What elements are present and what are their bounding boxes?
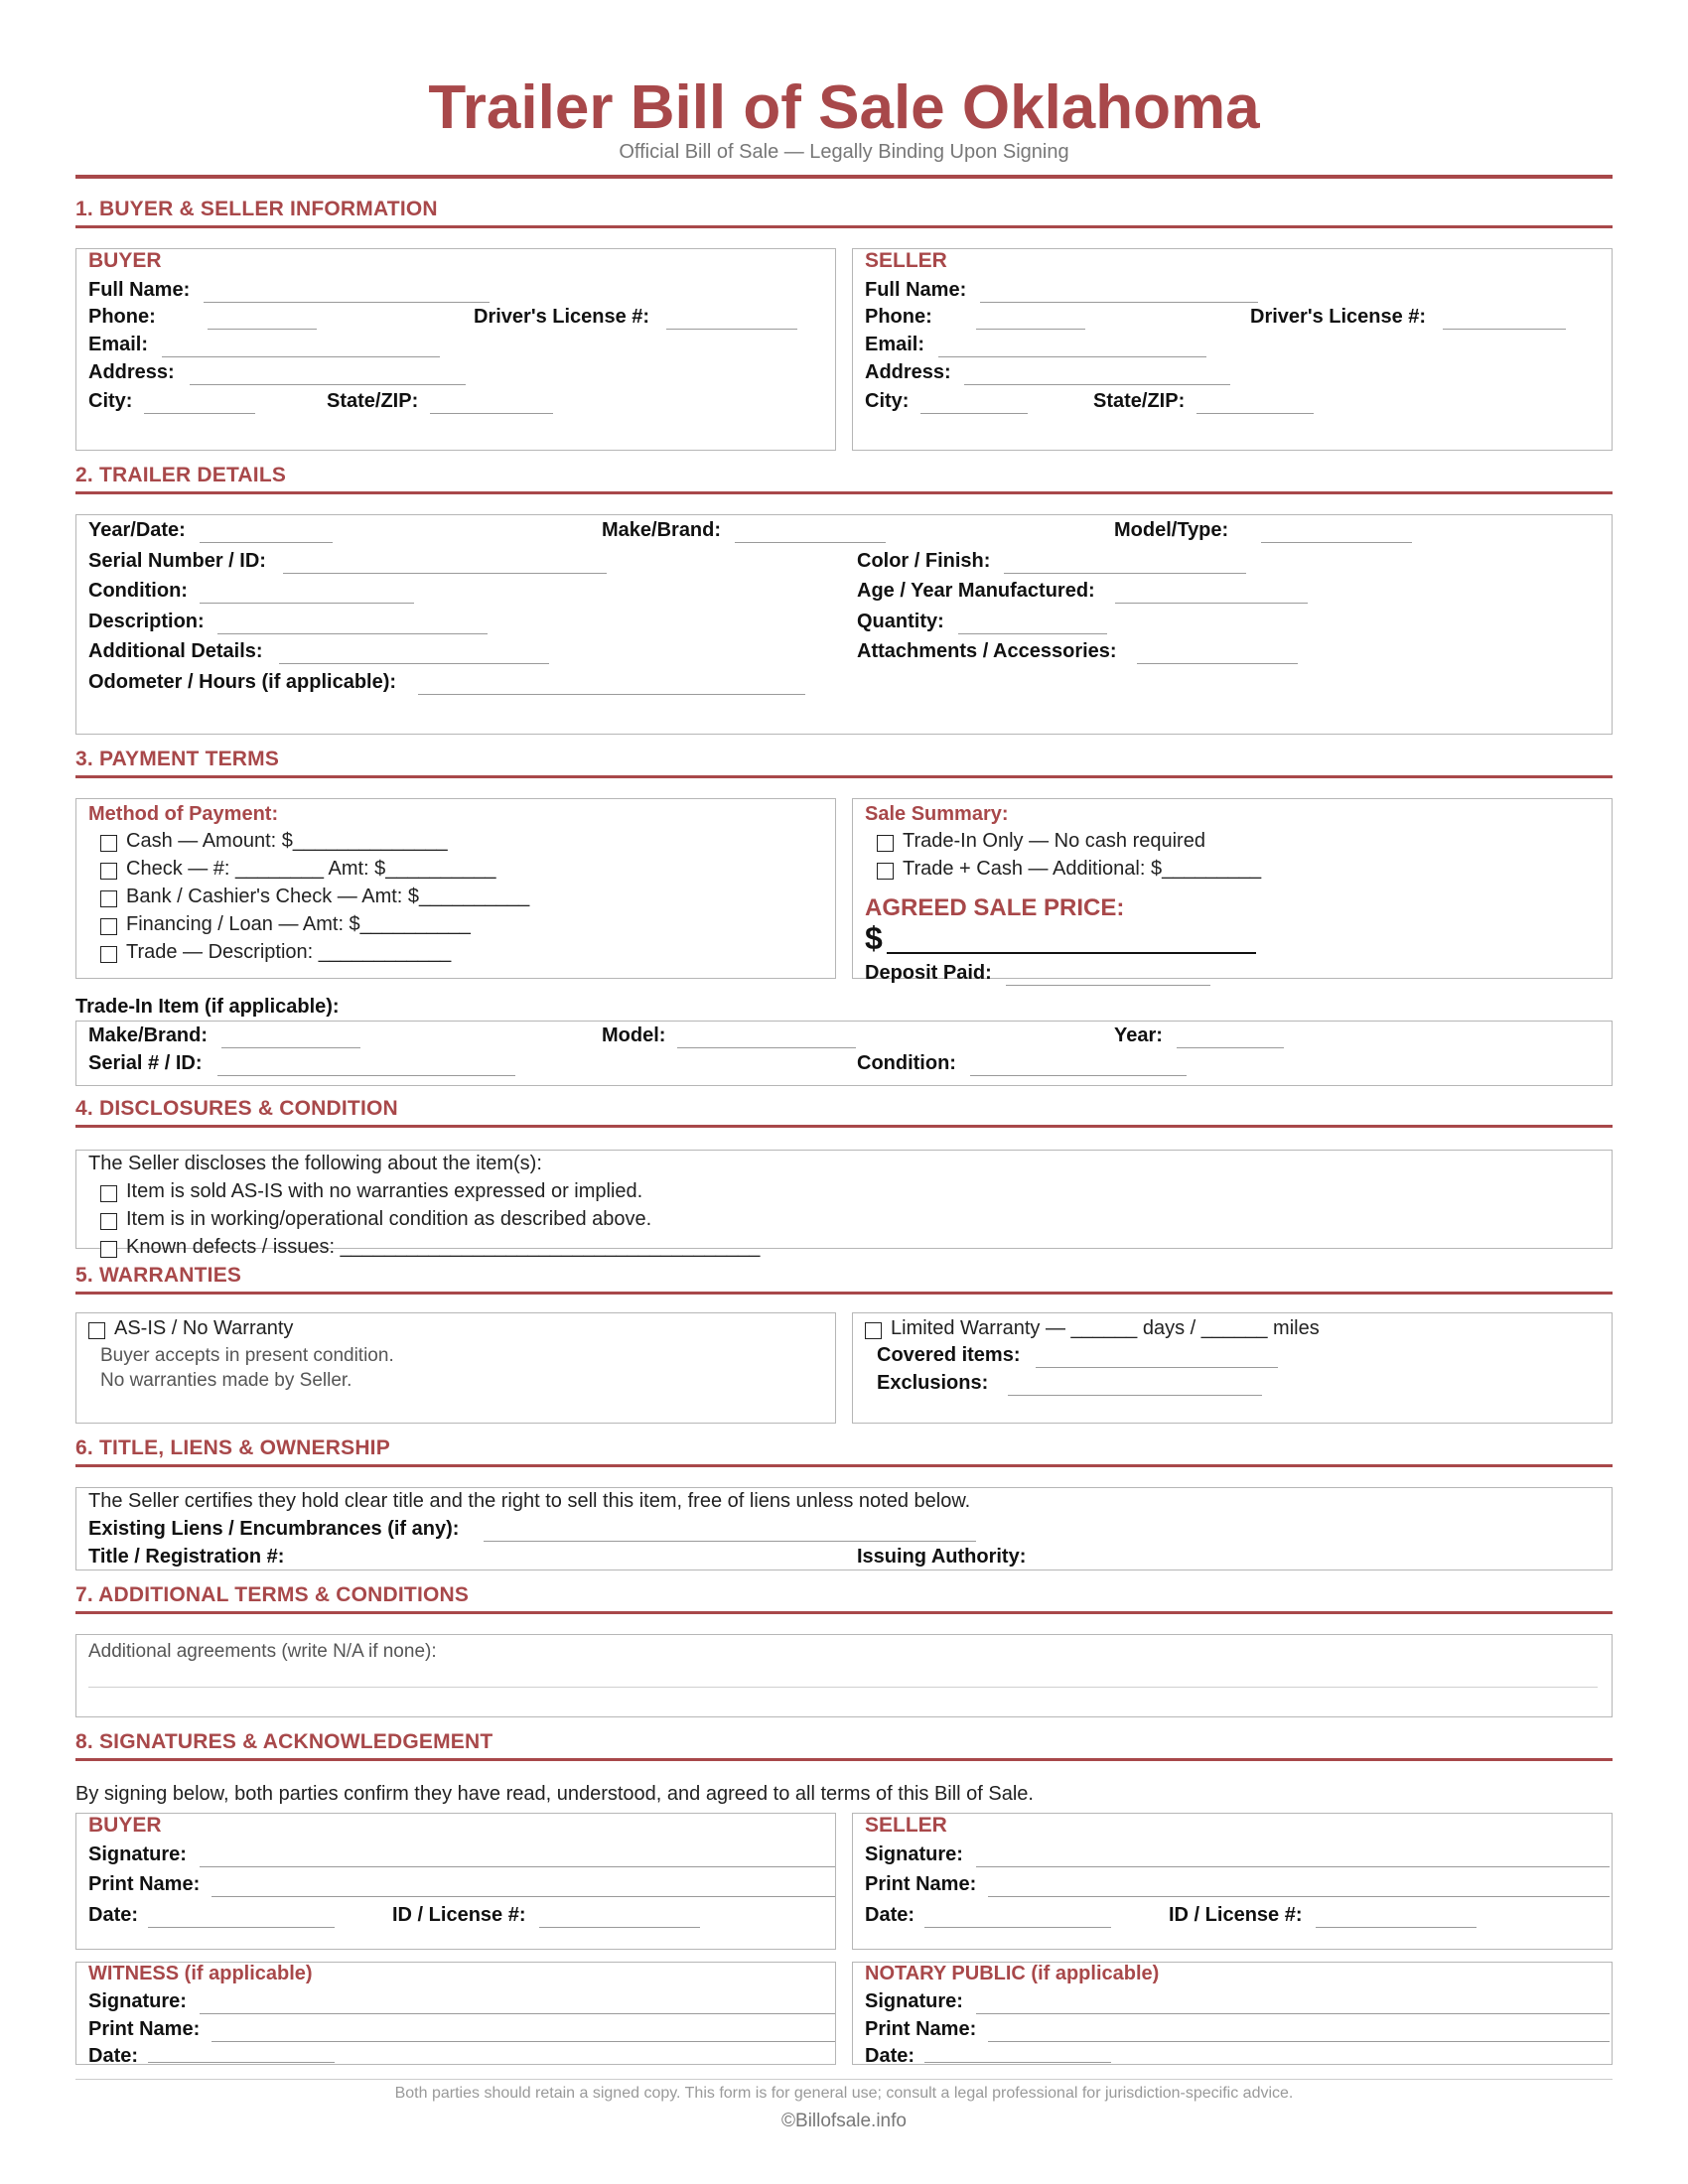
seller-id-label: ID / License #: — [1169, 1904, 1303, 1926]
bank-check-option: Bank / Cashier's Check — Amt: $__________ — [126, 886, 530, 907]
covered-items-field[interactable] — [1036, 1367, 1278, 1368]
model-field[interactable] — [1261, 542, 1412, 543]
title-liens-box — [75, 1487, 1613, 1570]
trade-in-serial-field[interactable] — [217, 1075, 515, 1076]
disclosures-intro: The Seller discloses the following about the item(s): — [88, 1153, 542, 1174]
section-heading-additional-terms: 7. ADDITIONAL TERMS & CONDITIONS — [75, 1574, 1613, 1614]
witness-date-label: Date: — [88, 2045, 139, 2067]
seller-print-name-field[interactable] — [988, 1896, 1610, 1897]
buyer-city-field[interactable] — [144, 413, 255, 414]
additional-terms-field[interactable] — [88, 1687, 1598, 1688]
buyer-title: BUYER — [88, 249, 162, 272]
dollar-sign: $ — [865, 920, 883, 956]
make-label: Make/Brand: — [602, 519, 722, 541]
notary-date-label: Date: — [865, 2045, 915, 2067]
working-condition-checkbox[interactable] — [100, 1213, 117, 1230]
seller-city-label: City: — [865, 390, 910, 412]
buyer-full-name-field[interactable] — [204, 302, 490, 303]
description-label: Description: — [88, 611, 205, 632]
trade-in-only-checkbox[interactable] — [877, 835, 894, 852]
seller-state-zip-label: State/ZIP: — [1093, 390, 1186, 412]
buyer-email-label: Email: — [88, 334, 149, 355]
as-is-warranty-option: AS-IS / No Warranty — [114, 1317, 294, 1339]
buyer-city-label: City: — [88, 390, 133, 412]
attachments-label: Attachments / Accessories: — [857, 640, 1117, 662]
as-is-disclosure-checkbox[interactable] — [100, 1185, 117, 1202]
buyer-license-label: Driver's License #: — [474, 306, 650, 328]
seller-email-field[interactable] — [938, 356, 1206, 357]
exclusions-label: Exclusions: — [877, 1372, 989, 1394]
known-defects-option: Known defects / issues: ______________________________________ — [126, 1236, 761, 1258]
trade-in-only-option: Trade-In Only — No cash required — [903, 830, 1205, 852]
header-divider — [75, 175, 1613, 179]
buyer-state-zip-field[interactable] — [430, 413, 553, 414]
section-heading-buyer-seller: 1. BUYER & SELLER INFORMATION — [75, 189, 1613, 228]
seller-signature-label: Signature: — [865, 1843, 963, 1865]
color-field[interactable] — [1004, 573, 1246, 574]
notary-print-name-label: Print Name: — [865, 2018, 977, 2040]
seller-full-name-field[interactable] — [980, 302, 1258, 303]
page-title: Trailer Bill of Sale Oklahoma — [428, 73, 1260, 142]
sale-summary-box — [852, 798, 1613, 984]
seller-print-name-label: Print Name: — [865, 1873, 977, 1895]
section-heading-disclosures: 4. DISCLOSURES & CONDITION — [75, 1088, 1613, 1128]
title-liens-intro: The Seller certifies they hold clear title and the right to sell this item, free of liens unless noted below. — [88, 1490, 971, 1512]
age-label: Age / Year Manufactured: — [857, 580, 1095, 602]
condition-field[interactable] — [200, 603, 414, 604]
odometer-field[interactable] — [418, 694, 805, 695]
seller-date-label: Date: — [865, 1904, 915, 1926]
description-field[interactable] — [217, 633, 488, 634]
signatures-intro: By signing below, both parties confirm they have read, understood, and agreed to all terms of this Bill of Sale. — [75, 1783, 1034, 1805]
trade-option: Trade — Description: ____________ — [126, 941, 452, 963]
trailer-details-box — [75, 514, 1613, 735]
agreed-sale-price-field[interactable] — [887, 952, 1256, 954]
trade-in-serial-label: Serial # / ID: — [88, 1052, 203, 1074]
footer-note: Both parties should retain a signed copy. This form is for general use; consult a legal professional for jurisdiction-specific advice. — [394, 2085, 1294, 2102]
as-is-warranty-box — [75, 1312, 836, 1424]
notary-signature-label: Signature: — [865, 1990, 963, 2012]
title-registration-label: Title / Registration #: — [88, 1546, 285, 1568]
cash-checkbox[interactable] — [100, 835, 117, 852]
payment-method-title: Method of Payment: — [88, 803, 279, 825]
check-checkbox[interactable] — [100, 863, 117, 880]
notary-title: NOTARY PUBLIC (if applicable) — [865, 1963, 1160, 1984]
bank-check-checkbox[interactable] — [100, 890, 117, 907]
model-label: Model/Type: — [1114, 519, 1229, 541]
existing-liens-field[interactable] — [484, 1541, 976, 1542]
buyer-signature-label: Signature: — [88, 1843, 187, 1865]
notary-signature-field[interactable] — [976, 2013, 1610, 2014]
cash-option: Cash — Amount: $______________ — [126, 830, 448, 852]
witness-signature-field[interactable] — [200, 2013, 835, 2014]
buyer-full-name-label: Full Name: — [88, 279, 191, 301]
buyer-print-name-label: Print Name: — [88, 1873, 201, 1895]
seller-full-name-label: Full Name: — [865, 279, 967, 301]
trade-in-make-field[interactable] — [221, 1047, 360, 1048]
disclosures-box — [75, 1150, 1613, 1258]
buyer-signature-title: BUYER — [88, 1814, 162, 1837]
seller-info-box — [852, 248, 1613, 451]
buyer-info-box — [75, 248, 836, 451]
issuing-authority-label: Issuing Authority: — [857, 1546, 1027, 1568]
as-is-warranty-checkbox[interactable] — [88, 1322, 105, 1339]
seller-address-label: Address: — [865, 361, 951, 383]
seller-phone-field[interactable] — [976, 329, 1085, 330]
section-heading-signatures: 8. SIGNATURES & ACKNOWLEDGEMENT — [75, 1721, 1613, 1761]
buyer-date-field[interactable] — [148, 1927, 335, 1928]
year-label: Year/Date: — [88, 519, 186, 541]
agreed-sale-price-label: AGREED SALE PRICE: — [865, 894, 1125, 921]
limited-warranty-box — [852, 1312, 1613, 1424]
year-field[interactable] — [200, 542, 333, 543]
existing-liens-label: Existing Liens / Encumbrances (if any): — [88, 1518, 460, 1540]
section-heading-warranties: 5. WARRANTIES — [75, 1255, 1613, 1295]
seller-city-field[interactable] — [920, 413, 1028, 414]
limited-warranty-checkbox[interactable] — [865, 1322, 882, 1339]
working-condition-option: Item is in working/operational condition as described above. — [126, 1208, 652, 1230]
buyer-print-name-field[interactable] — [211, 1896, 835, 1897]
buyer-phone-label: Phone: — [88, 306, 156, 328]
seller-email-label: Email: — [865, 334, 925, 355]
as-is-disclosure-option: Item is sold AS-IS with no warranties expressed or implied. — [126, 1180, 643, 1202]
buyer-address-label: Address: — [88, 361, 175, 383]
buyer-license-field[interactable] — [666, 329, 797, 330]
additional-details-field[interactable] — [279, 663, 549, 664]
quantity-field[interactable] — [958, 633, 1107, 634]
sale-summary-title: Sale Summary: — [865, 803, 1009, 825]
buyer-signature-field[interactable] — [200, 1866, 835, 1867]
witness-print-name-field[interactable] — [211, 2041, 835, 2042]
trade-in-condition-field[interactable] — [970, 1075, 1187, 1076]
trade-plus-cash-option: Trade + Cash — Additional: $_________ — [903, 858, 1262, 880]
covered-items-label: Covered items: — [877, 1344, 1021, 1366]
notary-signature-box — [852, 1962, 1613, 2065]
as-is-note-1: Buyer accepts in present condition. — [100, 1345, 394, 1366]
seller-address-field[interactable] — [964, 384, 1230, 385]
trade-checkbox[interactable] — [100, 946, 117, 963]
exclusions-field[interactable] — [1008, 1395, 1262, 1396]
deposit-paid-label: Deposit Paid: — [865, 962, 992, 984]
section-heading-trailer-details: 2. TRAILER DETAILS — [75, 455, 1613, 494]
section-heading-payment-terms: 3. PAYMENT TERMS — [75, 739, 1613, 778]
age-field[interactable] — [1115, 603, 1308, 604]
buyer-signature-box — [75, 1813, 836, 1950]
additional-terms-prompt: Additional agreements (write N/A if none): — [88, 1641, 437, 1662]
buyer-id-field[interactable] — [539, 1927, 700, 1928]
witness-title: WITNESS (if applicable) — [88, 1963, 313, 1984]
make-field[interactable] — [735, 542, 886, 543]
seller-license-field[interactable] — [1443, 329, 1566, 330]
buyer-date-label: Date: — [88, 1904, 139, 1926]
trade-in-make-label: Make/Brand: — [88, 1024, 209, 1046]
page-subtitle: Official Bill of Sale — Legally Binding Upon Signing — [619, 141, 1069, 163]
quantity-label: Quantity: — [857, 611, 944, 632]
attachments-field[interactable] — [1137, 663, 1298, 664]
notary-date-field[interactable] — [924, 2062, 1111, 2063]
additional-terms-box — [75, 1634, 1613, 1717]
witness-date-field[interactable] — [148, 2062, 335, 2063]
color-label: Color / Finish: — [857, 550, 991, 572]
limited-warranty-option: Limited Warranty — ______ days / ______ miles — [891, 1317, 1320, 1339]
check-option: Check — #: ________ Amt: $__________ — [126, 858, 496, 880]
section-heading-title-liens: 6. TITLE, LIENS & OWNERSHIP — [75, 1428, 1613, 1467]
seller-signature-box — [852, 1813, 1613, 1950]
trade-plus-cash-checkbox[interactable] — [877, 863, 894, 880]
trade-in-condition-label: Condition: — [857, 1052, 956, 1074]
seller-date-field[interactable] — [924, 1927, 1111, 1928]
buyer-state-zip-label: State/ZIP: — [327, 390, 419, 412]
footer-divider — [75, 2079, 1613, 2080]
trade-in-model-label: Model: — [602, 1024, 666, 1046]
condition-label: Condition: — [88, 580, 188, 602]
seller-signature-field[interactable] — [976, 1866, 1610, 1867]
buyer-id-label: ID / License #: — [392, 1904, 526, 1926]
serial-field[interactable] — [283, 573, 607, 574]
odometer-label: Odometer / Hours (if applicable): — [88, 671, 397, 693]
buyer-address-field[interactable] — [190, 384, 466, 385]
seller-state-zip-field[interactable] — [1196, 413, 1314, 414]
seller-phone-label: Phone: — [865, 306, 932, 328]
additional-details-label: Additional Details: — [88, 640, 263, 662]
witness-signature-label: Signature: — [88, 1990, 187, 2012]
payment-method-box — [75, 798, 836, 979]
deposit-paid-field[interactable] — [1006, 985, 1210, 986]
serial-label: Serial Number / ID: — [88, 550, 266, 572]
seller-license-label: Driver's License #: — [1250, 306, 1427, 328]
trade-in-item-box — [75, 1021, 1613, 1086]
trade-in-year-field[interactable] — [1177, 1047, 1284, 1048]
witness-print-name-label: Print Name: — [88, 2018, 201, 2040]
seller-signature-title: SELLER — [865, 1814, 947, 1837]
seller-title: SELLER — [865, 249, 947, 272]
trade-in-year-label: Year: — [1114, 1024, 1163, 1046]
as-is-note-2: No warranties made by Seller. — [100, 1370, 352, 1391]
footer-copyright: ©Billofsale.info — [781, 2111, 907, 2131]
buyer-email-field[interactable] — [162, 356, 440, 357]
financing-checkbox[interactable] — [100, 918, 117, 935]
trade-in-item-title: Trade-In Item (if applicable): — [75, 996, 340, 1018]
notary-print-name-field[interactable] — [988, 2041, 1610, 2042]
buyer-phone-field[interactable] — [208, 329, 317, 330]
seller-id-field[interactable] — [1316, 1927, 1477, 1928]
financing-option: Financing / Loan — Amt: $__________ — [126, 913, 471, 935]
witness-signature-box — [75, 1962, 836, 2065]
trade-in-model-field[interactable] — [677, 1047, 856, 1048]
